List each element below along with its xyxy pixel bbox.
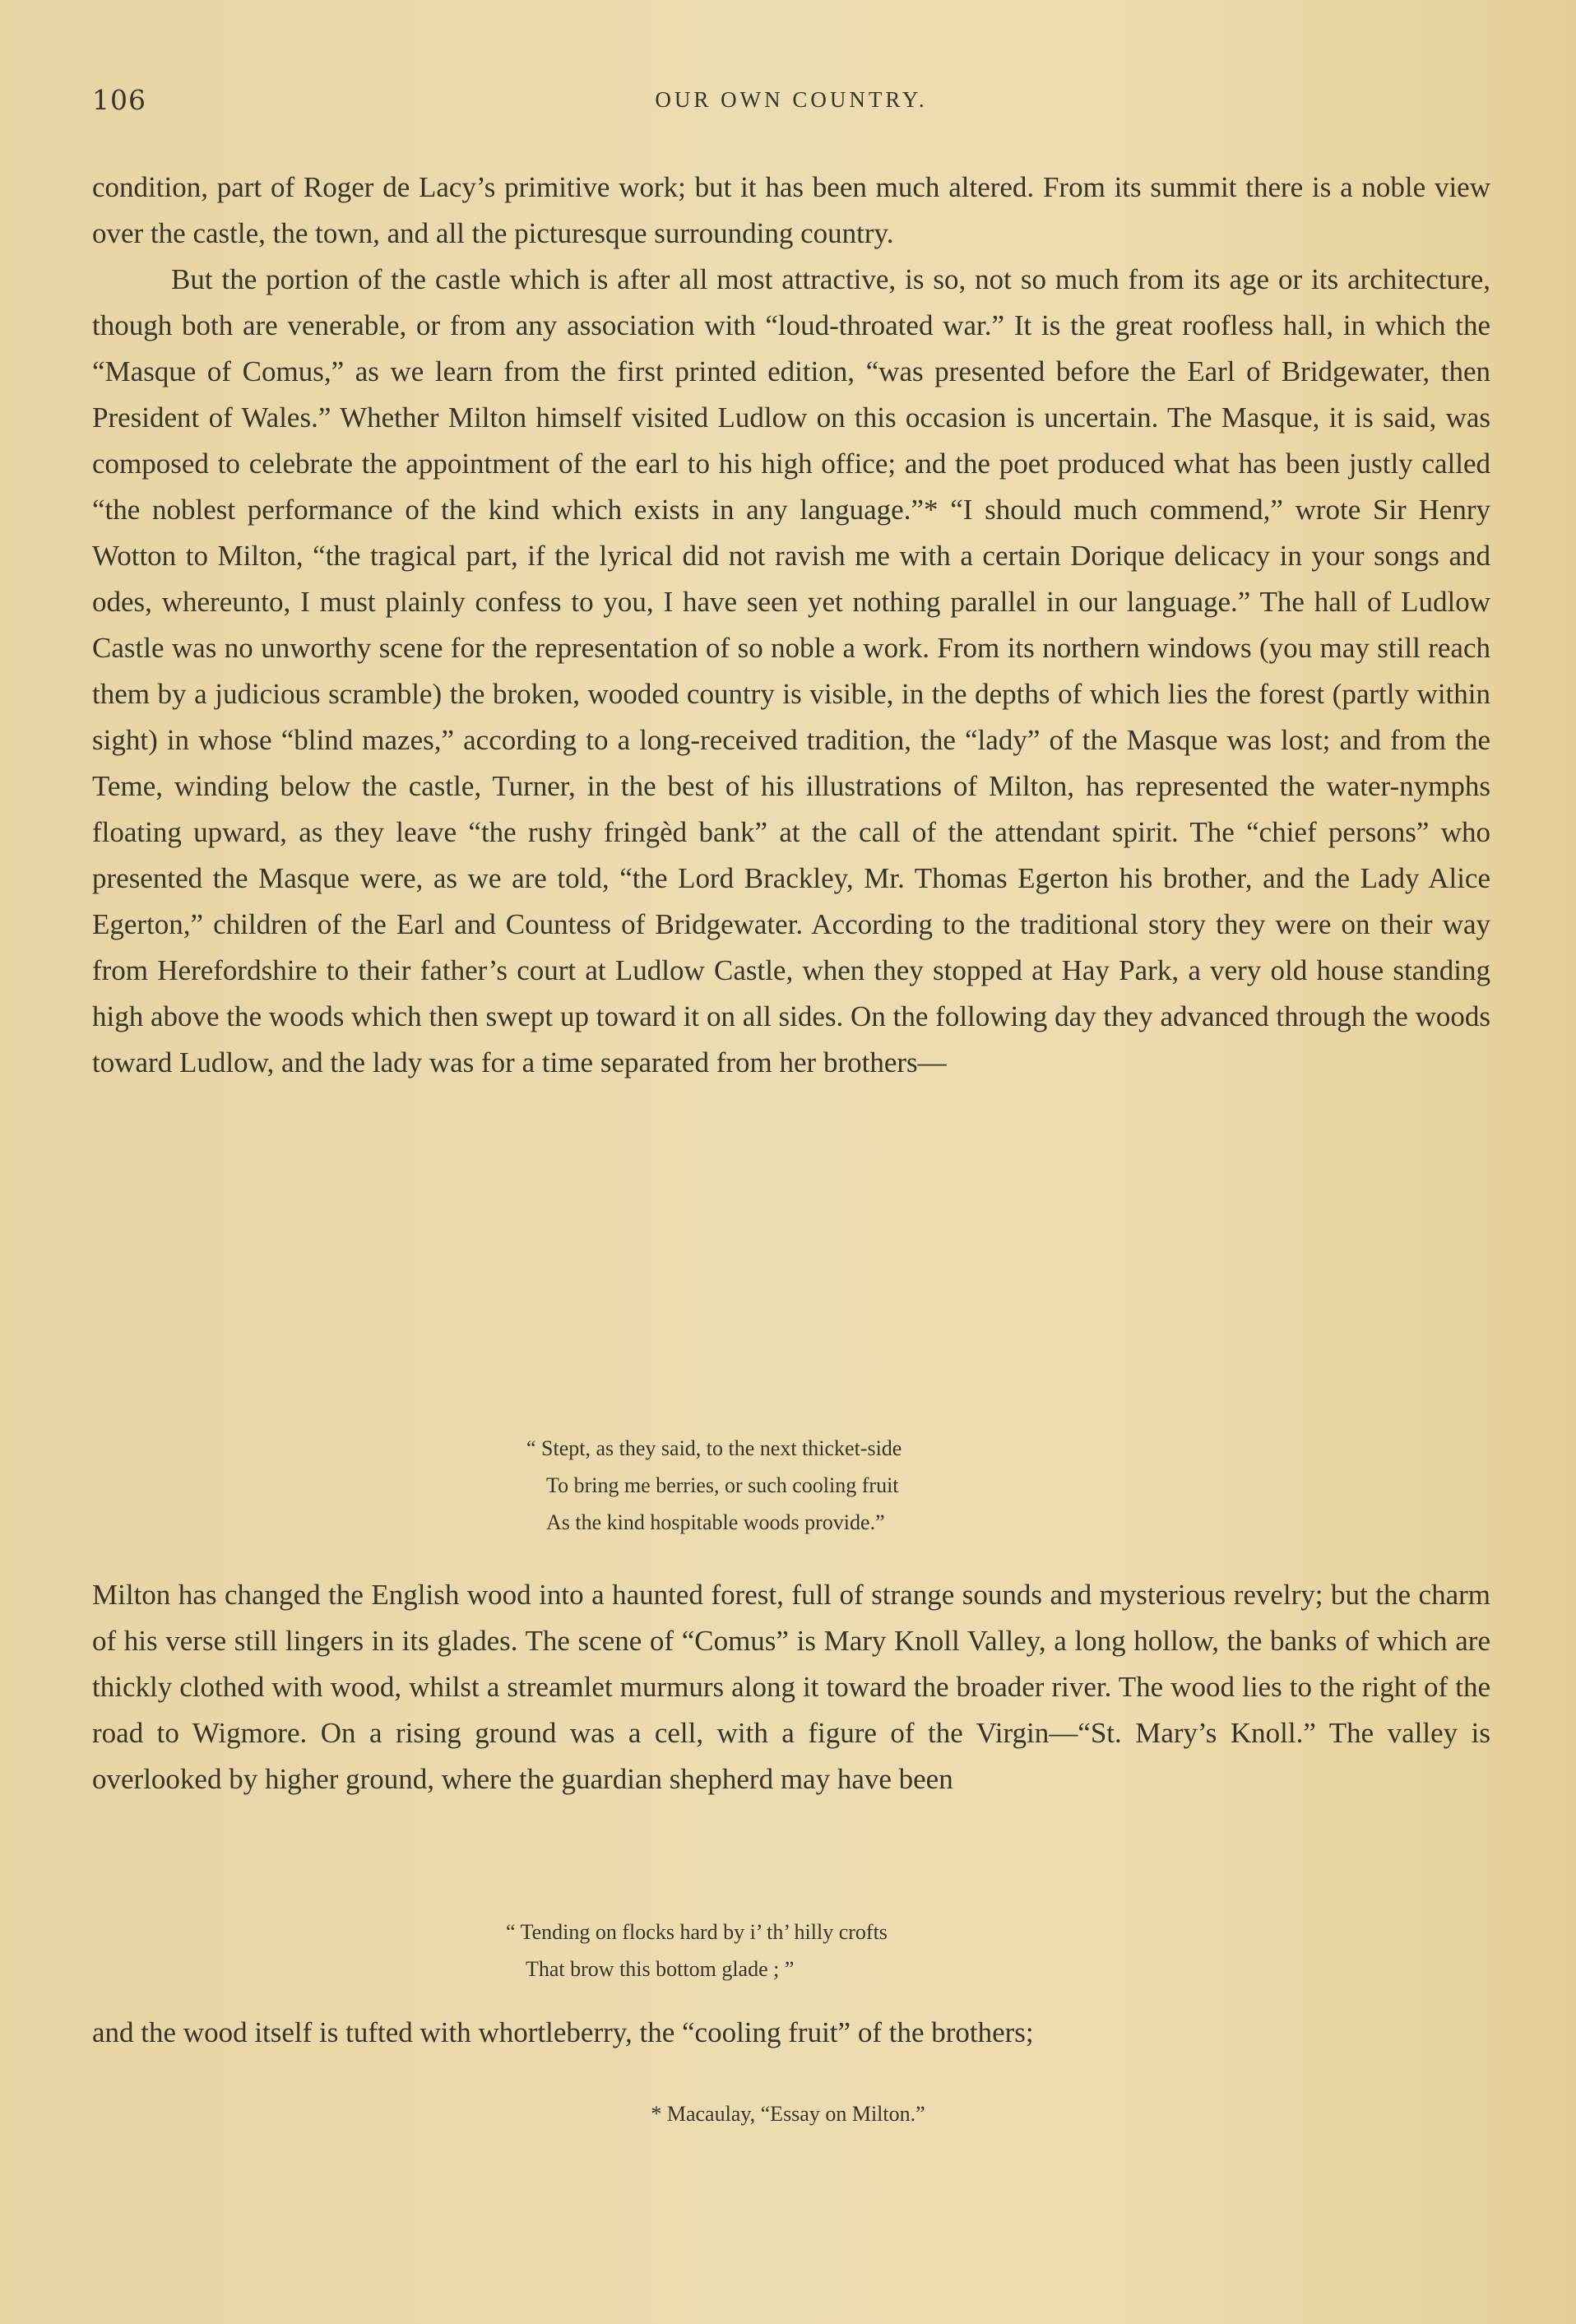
running-head: OUR OWN COUNTRY. <box>655 87 928 112</box>
verse-line: “ Tending on flocks hard by i’ th’ hilly crofts <box>506 1920 888 1944</box>
page-number: 106 <box>92 84 146 116</box>
text-block-1 <box>92 165 1490 1086</box>
text-block-2 <box>92 1572 1490 1802</box>
paragraph-whortleberry: and the wood itself is tufted with whortleberry, the “cooling fruit” of the brothers; <box>92 2016 1034 2048</box>
footnote: * Macaulay, “Essay on Milton.” <box>651 2102 925 2126</box>
verse-quote-1 <box>526 1430 902 1541</box>
text-block-3 <box>92 2010 1490 2056</box>
verse-line: To bring me berries, or such cooling fruit <box>546 1473 899 1497</box>
paragraph-castle-hall: But the portion of the castle which is after all most attractive, is so, not so much from its age or its architecture, though both are venerable, or from any association with “loud-throated war.” It is the great roofless hall, in which the “Masque of Comus,” as we learn from the first printed edition, “was presented before the Earl of Bridgewater, then President of Wales.” Whether Milton himself visited Ludlow on this occasion is uncertain. The Masque, it is said, was composed to celebrate the appointment of the earl to his high office; and the poet produced what has been justly called “the noblest performance of the kind which exists in any language.”* “I should much commend,” wrote Sir Henry Wotton to Milton, “the tragical part, if the lyrical did not ravish me with a certain Dorique delicacy in your songs and odes, whereunto, I must plainly confess to you, I have seen yet nothing parallel in our language.” The hall of Ludlow Castle was no unworthy scene for the representation of so noble a work. From its northern windows (you may still reach them by a judicious scramble) the broken, wooded country is visible, in the depths of which lies the forest (partly within sight) in whose “blind mazes,” according to a long-received tradition, the “lady” of the Masque was lost; and from the Teme, winding below the castle, Turner, in the best of his illustrations of Milton, has represented the water-nymphs floating upward, as they leave “the rushy fringèd bank” at the call of the attendant spirit. The “chief persons” who presented the Masque were, as we are told, “the Lord Brackley, Mr. Thomas Egerton his brother, and the Lady Alice Egerton,” children of the Earl and Countess of Bridgewater. According to the traditional story they were on their way from Herefordshire to their father’s court at Ludlow Castle, when they stopped at Hay Park, a very old house standing high above the woods which then swept up toward it on all sides. On the following day they advanced through the woods toward Ludlow, and the lady was for a time separated from her brothers— <box>92 263 1490 1079</box>
paragraph-continuation: condition, part of Roger de Lacy’s primitive work; but it has been much altered. From its summit there is a noble view over the castle, the town, and all the picturesque surrounding country. <box>92 171 1490 249</box>
verse-line: As the kind hospitable woods provide.” <box>546 1510 885 1534</box>
verse-line: “ Stept, as they said, to the next thicket-side <box>526 1436 902 1460</box>
verse-quote-2 <box>506 1913 888 1988</box>
page-header <box>92 84 1490 125</box>
verse-line: That brow this bottom glade ; ” <box>526 1957 795 1981</box>
paragraph-comus-valley: Milton has changed the English wood into a haunted forest, full of strange sounds and mysterious revelry; but the charm of his verse still lingers in its glades. The scene of “Comus” is Mary Knoll Valley, a long hollow, the banks of which are thickly clothed with wood, whilst a streamlet murmurs along it toward the broader river. The wood lies to the right of the road to Wigmore. On a rising ground was a cell, with a figure of the Virgin—“St. Mary’s Knoll.” The valley is overlooked by higher ground, where the guardian shepherd may have been <box>92 1579 1490 1795</box>
